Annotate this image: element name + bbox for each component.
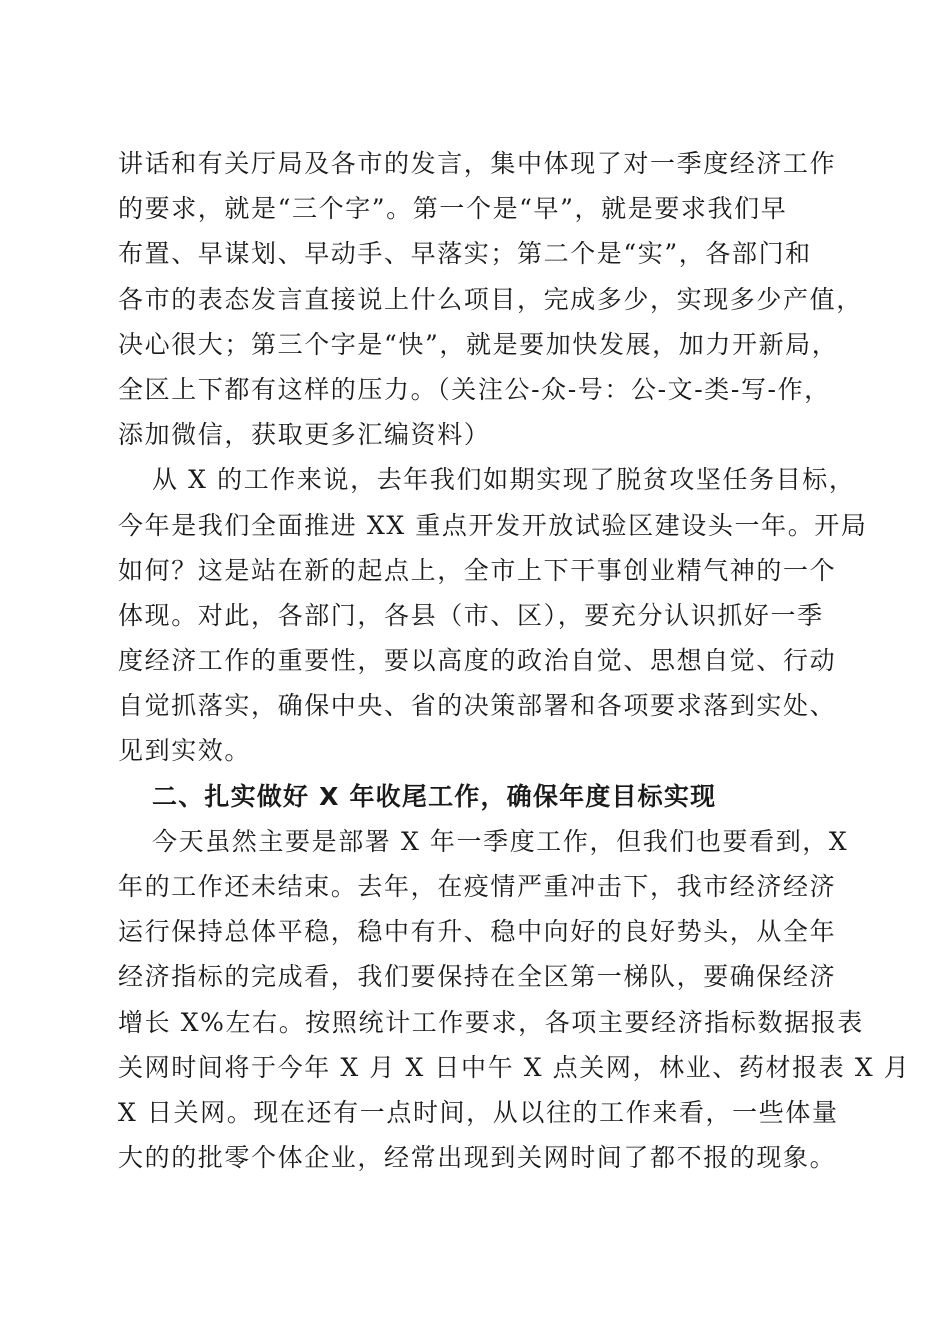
text-line: X 日关网。现在还有一点时间，从以往的工作来看，一些体量 xyxy=(118,1097,839,1127)
text-line: 自觉抓落实，确保中央、省的决策部署和各项要求落到实处、 xyxy=(118,691,837,721)
text-line: 今年是我们全面推进 XX 重点开发开放试验区建设头一年。开局 xyxy=(118,510,868,540)
text-line: 今天虽然主要是部署 X 年一季度工作，但我们也要看到，X xyxy=(152,826,849,856)
text-line: 大的的批零个体企业，经常出现到关网时间了都不报的现象。 xyxy=(118,1143,837,1173)
section-heading-text: 二、扎实做好 X 年收尾工作，确保年度目标实现 xyxy=(152,781,717,811)
text-line: 运行保持总体平稳，稳中有升、稳中向好的良好势头，从全年 xyxy=(118,917,837,947)
text-line: 度经济工作的重要性，要以高度的政治自觉、思想自觉、行动 xyxy=(118,646,837,676)
text-line: 添加微信，获取更多汇编资料） xyxy=(118,420,491,450)
section-heading xyxy=(118,774,838,819)
text-line: 布置、早谋划、早动手、早落实；第二个是“实”，各部门和 xyxy=(118,239,812,269)
paragraph-2 xyxy=(118,457,868,773)
text-line: 经济指标的完成看，我们要保持在全区第一梯队，要确保经济 xyxy=(118,962,837,992)
text-line: 增长 X%左右。按照统计工作要求，各项主要经济指标数据报表 xyxy=(118,1007,864,1037)
text-line: 如何？这是站在新的起点上，全市上下干事创业精气神的一个 xyxy=(118,555,837,585)
text-line: 各市的表态发言直接说上什么项目，完成多少，实现多少产值， xyxy=(118,284,863,314)
paragraph-3 xyxy=(118,819,911,1181)
text-line: 决心很大；第三个字是“快”，就是要加快发展，加力开新局， xyxy=(118,329,839,359)
text-line: 讲话和有关厅局及各市的发言，集中体现了对一季度经济工作 xyxy=(118,149,837,178)
text-line: 从 X 的工作来说，去年我们如期实现了脱贫攻坚任务目标， xyxy=(152,465,856,495)
text-line: 年的工作还未结束。去年，在疫情严重冲击下，我市经济经济 xyxy=(118,872,837,901)
paragraph-1 xyxy=(118,141,863,457)
text-line: 关网时间将于今年 X 月 X 日中午 X 点关网，林业、药材报表 X 月 xyxy=(118,1052,911,1082)
text-line: 见到实效。 xyxy=(118,736,252,766)
text-line: 全区上下都有这样的压力。（关注公-众-号：公-文-类-写-作， xyxy=(118,374,831,404)
document-body xyxy=(118,141,911,1180)
text-line: 体现。对此，各部门，各县（市、区），要充分认识抓好一季 xyxy=(118,600,824,630)
text-line: 的要求，就是“三个字”。第一个是“早”，就是要求我们早 xyxy=(118,194,788,224)
